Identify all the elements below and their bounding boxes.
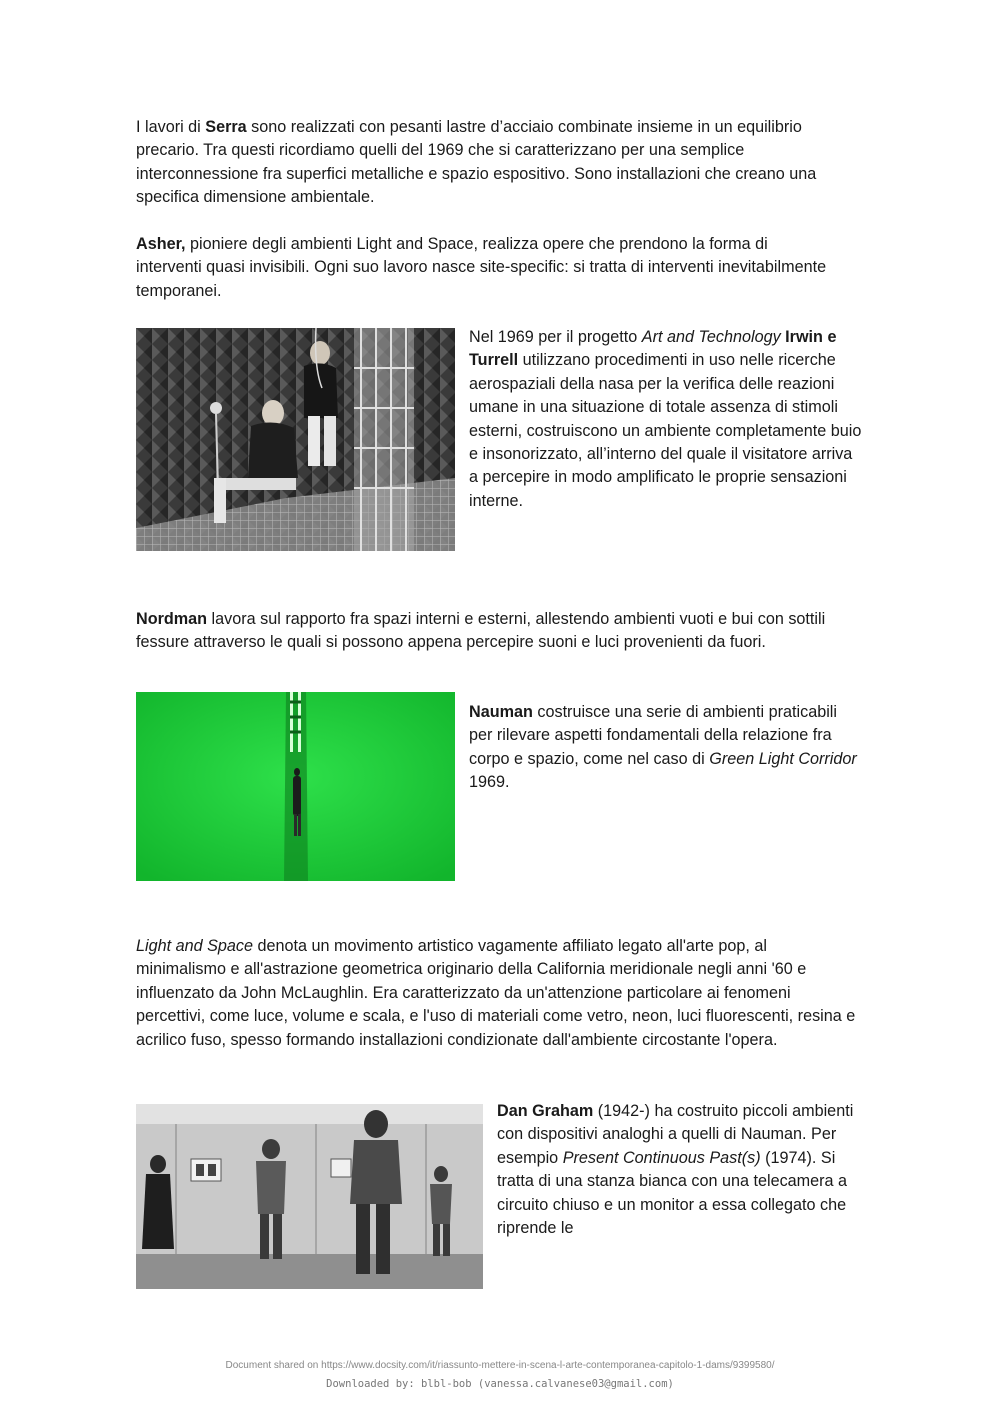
paragraph-serra xyxy=(136,116,866,210)
light-space-text: denota un movimento artistico vagamente affiliato legato all'arte pop, al minimalismo e all'astrazione geometrica originario della California meridionale negli anni '60 e influenzato da John McLaughlin. Era caratterizzato da un'attenzione particolare ai fenomeni percettivi, come luce, volume e scala, e l'uso di materiali come vetro, neon, luci fluorescenti, resina e acrilico fuso, spesso formando installazioni condizionate dall'ambiente circostante l'opera. xyxy=(136,937,856,1049)
artist-name-nordman: Nordman xyxy=(136,610,208,628)
graham-text: (1974). Si tratta di una stanza bianca con una telecamera a circuito chiuso e un monitor a essa collegato che riprende le xyxy=(497,1148,848,1238)
photo-present-continuous-pasts xyxy=(136,1104,483,1289)
movement-term: Light and Space xyxy=(136,937,254,955)
paragraph-asher xyxy=(136,233,836,303)
paragraph-nauman xyxy=(469,701,864,795)
paragraph-irwin-turrell xyxy=(469,326,864,513)
footer-shared-link[interactable]: Document shared on https://www.docsity.com/it/riassunto-mettere-in-scena-l-arte-contemporanea-capitolo-1-dams/9399580/ xyxy=(225,1360,775,1371)
asher-text: pioniere degli ambienti Light and Space, realizza opere che prendono la forma di interventi quasi invisibili. Ogni suo lavoro nasce site-specific: si tratta di interventi inevitabilmente temporanei. xyxy=(136,235,827,300)
nauman-text: costruisce una serie di ambienti praticabili per rilevare aspetti fondamentali della relazione fra corpo e spazio, come nel caso di xyxy=(469,703,837,768)
project-title: Art and Technology xyxy=(641,328,781,346)
paragraph-dan-graham xyxy=(497,1100,864,1240)
work-title-green-light-corridor: Green Light Corridor xyxy=(709,749,857,768)
work-title-present-continuous-pasts: Present Continuous Past(s) xyxy=(562,1148,761,1167)
photo-green-light-corridor xyxy=(136,692,455,881)
nordman-text: lavora sul rapporto fra spazi interni e esterni, allestendo ambienti vuoti e bui con sottili fessure attraverso le quali si possono appena percepire suoni e luci provenienti da fuori. xyxy=(136,610,826,652)
artist-name-serra: Serra xyxy=(205,118,247,136)
artist-name-irwin-turrell: Irwin e Turrell xyxy=(469,328,837,370)
footer-downloaded-by: Downloaded by: blbl-bob (vanessa.calvanese03@gmail.com) xyxy=(326,1378,674,1390)
serra-text: sono realizzati con pesanti lastre d’acciaio combinate insieme in un equilibrio precario. Tra questi ricordiamo quelli del 1969 che si caratterizzano per una semplice interconnessione fra superfici metalliche e spazio espositivo. Sono installazioni che creano una specifica dimensione ambientale. xyxy=(136,118,817,207)
paragraph-nordman xyxy=(136,608,861,655)
photo-irwin-turrell-chamber xyxy=(136,328,455,551)
artist-name-nauman: Nauman xyxy=(469,703,533,721)
serra-pre: I lavori di xyxy=(136,118,206,136)
irwin-turrell-text: utilizzano procedimenti in uso nelle ricerche aerospaziali della nasa per la verifica delle reazioni umane in una situazione di totale assenza di stimoli esterni, costruiscono un ambiente completamente buio e insonorizzato, all’interno del quale il visitatore arriva a percepire in modo amplificato le proprie sensazioni interne. xyxy=(469,351,862,510)
artist-name-dan-graham: Dan Graham xyxy=(497,1102,594,1120)
artist-name-asher: Asher, xyxy=(136,235,186,253)
graham-dates: (1942-) ha costruito piccoli ambienti con dispositivi analoghi a quelli di Nauman. Per esempio xyxy=(497,1102,854,1167)
irwin-turrell-pre: Nel 1969 per il progetto xyxy=(469,328,642,346)
paragraph-light-and-space xyxy=(136,935,861,1052)
nauman-post: 1969. xyxy=(469,773,510,792)
